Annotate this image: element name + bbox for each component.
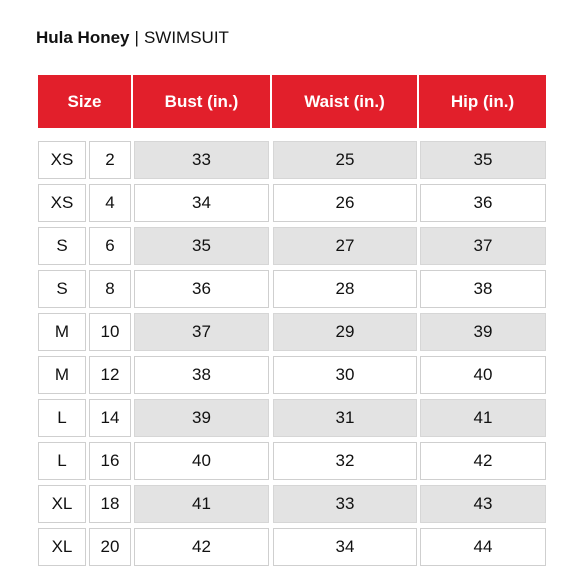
cell-size-number: 6 xyxy=(89,227,131,265)
brand-name: Hula Honey xyxy=(36,28,130,47)
column-header-size: Size xyxy=(38,75,131,128)
cell-bust: 33 xyxy=(134,141,269,179)
cell-bust: 37 xyxy=(134,313,269,351)
cell-waist: 26 xyxy=(273,184,417,222)
cell-size-number: 10 xyxy=(89,313,131,351)
cell-bust: 39 xyxy=(134,399,269,437)
cell-bust: 38 xyxy=(134,356,269,394)
cell-size-number: 18 xyxy=(89,485,131,523)
cell-hip: 36 xyxy=(420,184,546,222)
cell-size-number: 2 xyxy=(89,141,131,179)
cell-size-letter: M xyxy=(38,356,86,394)
cell-size-letter: S xyxy=(38,270,86,308)
column-header-hip: Hip (in.) xyxy=(419,75,546,128)
cell-waist: 31 xyxy=(273,399,417,437)
column-header-bust: Bust (in.) xyxy=(133,75,270,128)
cell-bust: 41 xyxy=(134,485,269,523)
cell-waist: 30 xyxy=(273,356,417,394)
cell-size-letter: L xyxy=(38,442,86,480)
cell-size-letter: XS xyxy=(38,141,86,179)
cell-size-number: 8 xyxy=(89,270,131,308)
cell-bust: 36 xyxy=(134,270,269,308)
cell-size-number: 20 xyxy=(89,528,131,566)
cell-hip: 35 xyxy=(420,141,546,179)
cell-waist: 27 xyxy=(273,227,417,265)
cell-size-number: 14 xyxy=(89,399,131,437)
cell-waist: 28 xyxy=(273,270,417,308)
cell-bust: 40 xyxy=(134,442,269,480)
cell-hip: 41 xyxy=(420,399,546,437)
cell-waist: 32 xyxy=(273,442,417,480)
cell-size-letter: XS xyxy=(38,184,86,222)
cell-hip: 40 xyxy=(420,356,546,394)
product-category: SWIMSUIT xyxy=(143,28,229,47)
cell-size-number: 4 xyxy=(89,184,131,222)
cell-size-letter: M xyxy=(38,313,86,351)
cell-size-number: 12 xyxy=(89,356,131,394)
cell-bust: 34 xyxy=(134,184,269,222)
cell-hip: 37 xyxy=(420,227,546,265)
cell-waist: 34 xyxy=(273,528,417,566)
cell-size-letter: XL xyxy=(38,528,86,566)
cell-hip: 42 xyxy=(420,442,546,480)
cell-bust: 42 xyxy=(134,528,269,566)
title-separator: | xyxy=(134,28,139,47)
cell-size-letter: XL xyxy=(38,485,86,523)
cell-waist: 33 xyxy=(273,485,417,523)
page-title xyxy=(36,28,229,48)
cell-size-letter: S xyxy=(38,227,86,265)
cell-hip: 39 xyxy=(420,313,546,351)
cell-hip: 43 xyxy=(420,485,546,523)
cell-size-number: 16 xyxy=(89,442,131,480)
column-header-waist: Waist (in.) xyxy=(272,75,417,128)
cell-waist: 29 xyxy=(273,313,417,351)
cell-hip: 44 xyxy=(420,528,546,566)
cell-bust: 35 xyxy=(134,227,269,265)
cell-size-letter: L xyxy=(38,399,86,437)
cell-waist: 25 xyxy=(273,141,417,179)
cell-hip: 38 xyxy=(420,270,546,308)
